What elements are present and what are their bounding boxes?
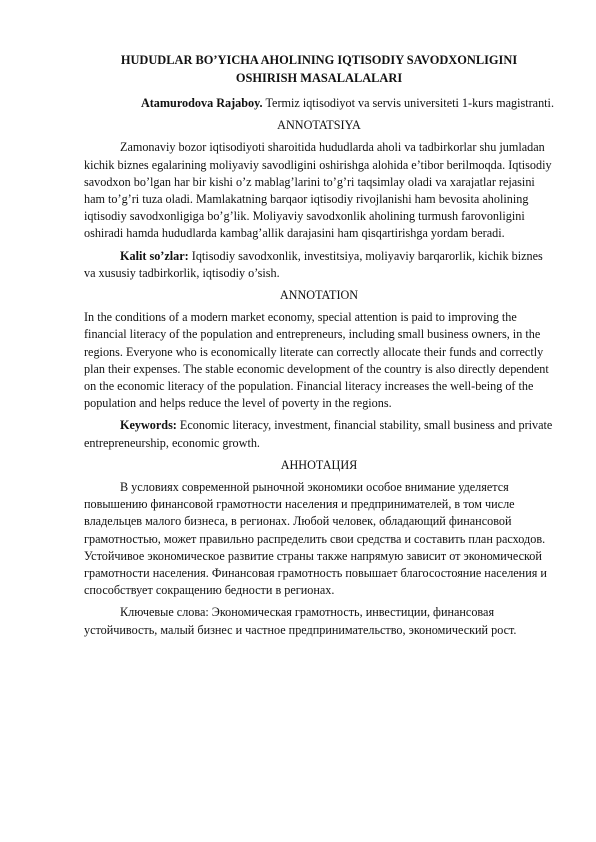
author-line	[84, 95, 554, 112]
paper-title	[84, 52, 554, 87]
en-abstract-heading: ANNOTATION	[279, 288, 359, 303]
ru-abstract-text: В условиях современной рыночной экономики особое внимание уделяется повышению финансовой грамотности населения и предпринимателей, в том числе владельцев малого бизнеса, в регионах. Любой человек, обладающий финансовой грамотностью, может правильно распределить свои средства и составить план расходов. Устойчивое экономическое развитие страны также напрямую зависит от экономической грамотности населения. Финансовая грамотность повышает благосостояние населения и способствует сокращению бедности в регионах.	[84, 480, 547, 598]
uz-keywords-label: Kalit so’zlar:	[120, 248, 189, 263]
uz-abstract-heading: ANNOTATSIYA	[277, 118, 361, 133]
ru-keywords: Ключевые слова: Экономическая грамотность, инвестиции, финансовая устойчивость, малый бизнес и частное предпринимательство, экономический рост.	[84, 605, 517, 637]
ru-abstract-heading: АННОТАЦИЯ	[280, 457, 358, 472]
title-line-2: OSHIRISH MASALALALARI	[235, 70, 403, 85]
uz-keywords	[84, 248, 554, 282]
uz-abstract-text: Zamonaviy bozor iqtisodiyoti sharoitida hududlarda aholi va tadbirkorlar shu jumladan kichik biznes egalarining moliyaviy savodligini oshirishga alohida e’tibor berilmoqda. Iqtisodiy savodxon bo’lgan har bir kishi o’z mablag’larini to’g’ri taqsimlay oladi va xarajatlar rejasini ham to’g’ri tuza oladi. Mamlakatning barqaor iqtisodiy rivojlanishi ham bevosita aholining iqtisodiy savodxonligiga bo’g’lik. Moliyaviy savodxonlik aholining turmush farovonligini oshiradi hamda hududlarda kambag’allik darajasini ham qisqartirishga yordam beradi.	[84, 140, 552, 241]
uz-keywords-list: Iqtisodiy savodxonlik, investitsiya, moliyaviy barqarorlik, kichik biznes va xususiy tadbirkorlik, iqtisodiy o’sish.	[84, 248, 543, 280]
en-keywords	[84, 417, 554, 451]
author-affiliation: Termiz iqtisodiyot va servis universiteti 1-kurs magistranti.	[265, 96, 554, 110]
en-keywords-list: Economic literacy, investment, financial stability, small business and private entrepreneurship, economic growth.	[84, 418, 553, 450]
author-name: Atamurodova Rajaboy.	[140, 96, 263, 110]
title-line-1: HUDUDLAR BO’YICHA AHOLINING IQTISODIY SAVODXONLIGINI	[120, 53, 518, 67]
en-abstract-text: In the conditions of a modern market economy, special attention is paid to improving the financial literacy of the population and entrepreneurs, including small business owners, in the regions. Everyone who is economically literate can correctly allocate their funds and correctly plan their expenses. The stable economic development of the country is also directly dependent on the economic literacy of the population. Financial literacy increases the well-being of the population and helps reduce the level of poverty in the regions.	[84, 310, 549, 411]
en-keywords-label: Keywords:	[120, 418, 177, 433]
